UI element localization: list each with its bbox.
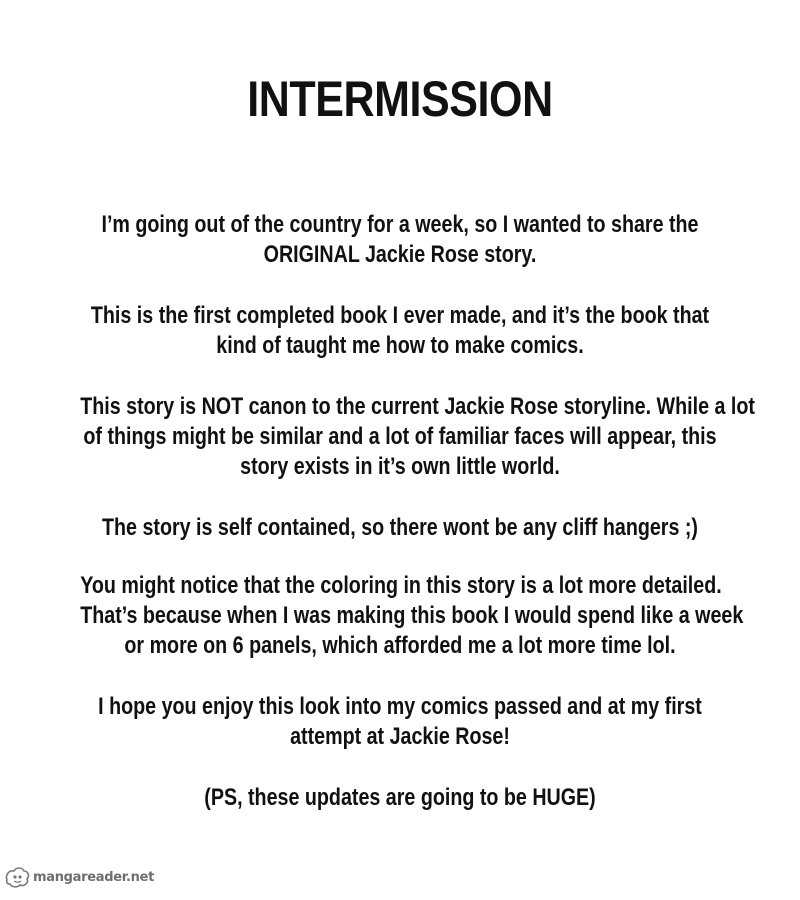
watermark-text: mangareader.net [33, 869, 155, 885]
paragraph-enjoy [10, 692, 790, 752]
mascot-icon [4, 865, 30, 889]
paragraph-self-contained [10, 513, 790, 543]
paragraph-trip-note [10, 210, 790, 270]
paragraph-coloring [10, 571, 790, 661]
paragraph-line: I’m going out of the country for a week, so I wanted to share the [101, 211, 699, 238]
paragraph-first-book [10, 301, 790, 361]
paragraph-line: story exists in it’s own little world. [240, 453, 560, 480]
paragraph-line: I hope you enjoy this look into my comics passed and at my first [98, 693, 702, 720]
paragraph-line: or more on 6 panels, which afforded me a lot more time lol. [124, 632, 676, 659]
paragraph-line: That’s because when I was making this book I would spend like a week [80, 602, 744, 629]
paragraph-line: (PS, these updates are going to be HUGE) [204, 784, 596, 811]
paragraph-line: of things might be similar and a lot of familiar faces will appear, this [83, 423, 717, 450]
paragraph-line: This story is NOT canon to the current Jackie Rose storyline. While a lot [80, 393, 755, 420]
page-title: INTERMISSION [247, 71, 553, 127]
paragraph-line: The story is self contained, so there wont be any cliff hangers ;) [102, 514, 698, 541]
site-watermark [4, 862, 154, 892]
paragraph-line: ORIGINAL Jackie Rose story. [263, 241, 537, 268]
paragraph-not-canon [10, 392, 790, 482]
paragraph-line: You might notice that the coloring in this story is a lot more detailed. [80, 572, 722, 599]
paragraph-line: This is the first completed book I ever made, and it’s the book that [90, 302, 710, 329]
paragraph-line: kind of taught me how to make comics. [216, 332, 584, 359]
paragraph-line: attempt at Jackie Rose! [290, 723, 510, 750]
paragraph-ps [10, 783, 790, 813]
